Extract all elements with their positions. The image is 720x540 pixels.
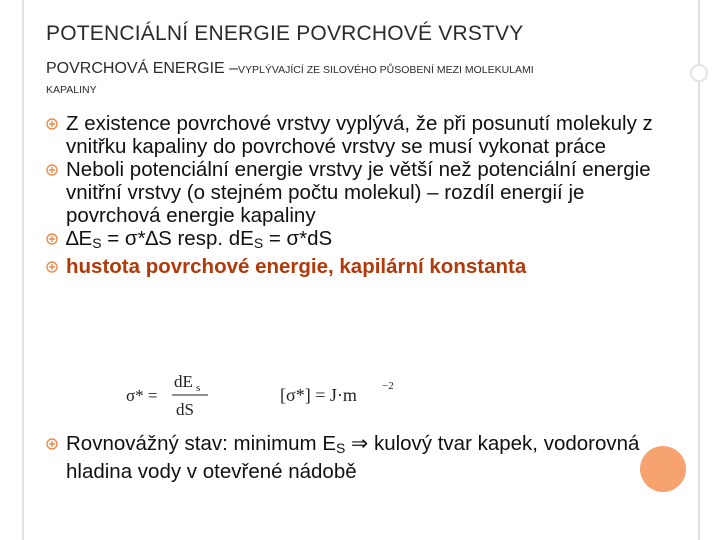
last-arrow: ⇒	[345, 432, 374, 455]
formula-num: dE	[174, 372, 193, 391]
bullet-text: hustota povrchové energie, kapilární konstanta	[66, 255, 527, 278]
subtitle-small: VYPLÝVAJÍCÍ ZE SILOVÉHO PŮSOBENÍ MEZI MOLEKULAMI	[238, 64, 534, 76]
formula-num-sub: s	[196, 382, 201, 394]
formula-unit-exp: −2	[382, 380, 394, 392]
formula-sub: S	[92, 235, 102, 251]
bullet-list-bottom	[48, 432, 658, 483]
formula-delta-e: ∆E	[66, 227, 93, 250]
formula-eq2: = σ*dS	[263, 227, 333, 250]
formula-eq1: = σ*∆S resp. dE	[101, 227, 254, 250]
subtitle-line2: KAPALINY	[46, 84, 97, 96]
formula-unit: [σ*] = J·m	[280, 385, 357, 405]
last-sub: S	[336, 440, 346, 456]
subtitle-main: POVRCHOVÁ ENERGIE –	[46, 60, 239, 77]
bullet-icon	[46, 118, 58, 130]
bullet-item	[48, 432, 658, 483]
bullet-item	[48, 112, 658, 158]
formula-sub2: S	[253, 235, 264, 251]
bullet-icon	[46, 438, 58, 450]
bullet-icon	[46, 261, 58, 273]
bullet-item	[48, 158, 658, 227]
left-decor-line	[22, 0, 24, 540]
last-part2: kulový tvar kapek, vodorovná hladina vody v otevřené nádobě	[66, 432, 640, 483]
bullet-icon	[46, 164, 58, 176]
bullet-text: Z existence povrchové vrstvy vyplývá, že při posunutí molekuly z vnitřku kapaliny do povrchové vrstvy se musí vykonat práce	[66, 112, 653, 158]
decor-ring	[690, 64, 708, 82]
formula-den: dS	[176, 400, 194, 419]
display-formula	[126, 365, 426, 425]
formula-lhs: σ* =	[126, 386, 158, 405]
bullet-list	[48, 112, 658, 278]
last-part1: Rovnovážný stav: minimum E	[66, 432, 337, 455]
slide-subtitle	[46, 60, 534, 78]
bullet-item-formula	[48, 227, 658, 255]
bullet-item-highlight	[48, 255, 658, 278]
bullet-icon	[46, 233, 58, 245]
slide-title: POTENCIÁLNÍ ENERGIE POVRCHOVÉ VRSTVY	[46, 22, 524, 45]
bullet-text: Neboli potenciální energie vrstvy je větší než potenciální energie vnitřní vrstvy (o stejném počtu molekul) – rozdíl energií je povrchová energie kapaliny	[66, 158, 651, 227]
